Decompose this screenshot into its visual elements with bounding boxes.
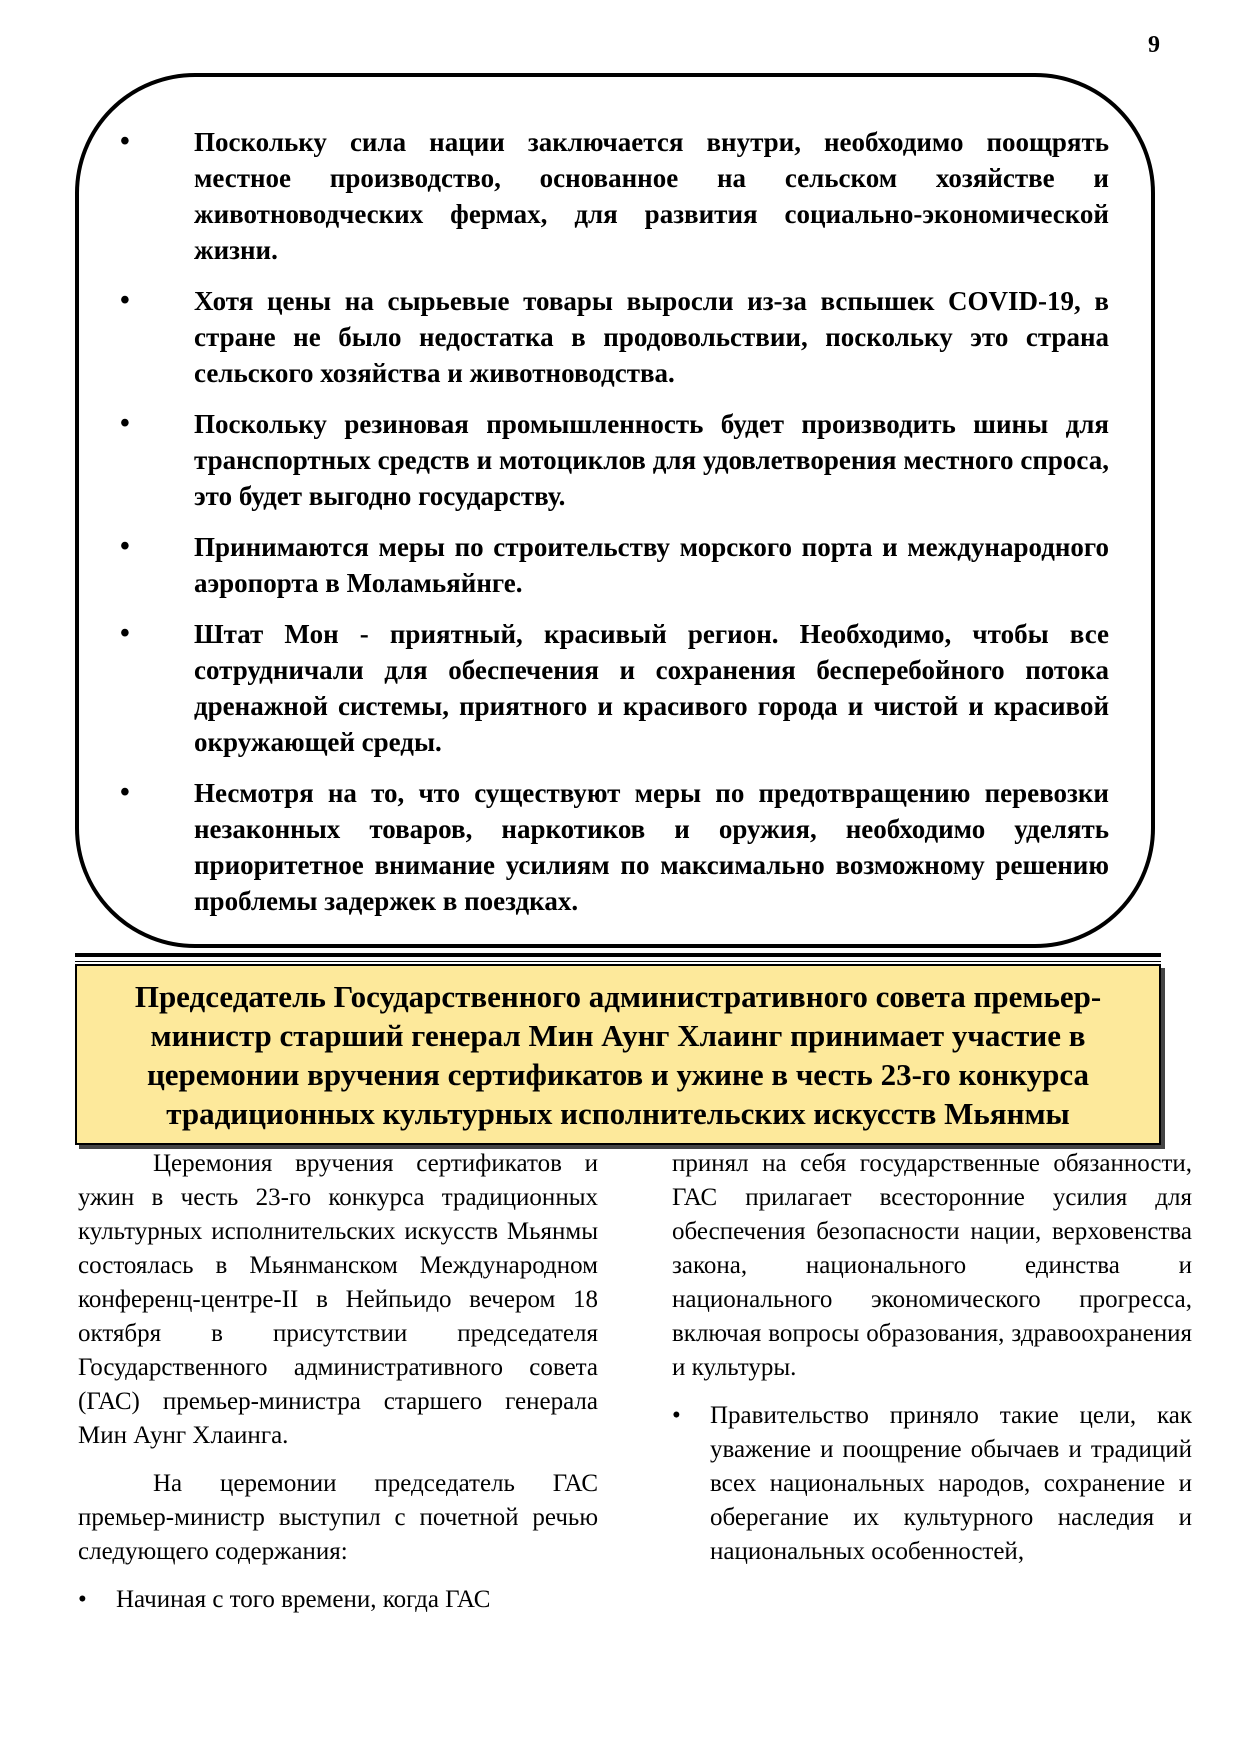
highlight-item: • Штат Мон - приятный, красивый регион. Необходимо, чтобы все сотрудничали для обеспечения и сохранения бесперебойного потока дренажной системы, приятного и красивого города и чистой и красивой окружающей среды. bbox=[114, 616, 1109, 760]
highlights-list bbox=[114, 124, 1109, 934]
speech-point: • Начиная с того времени, когда ГАС bbox=[78, 1583, 598, 1617]
article-paragraph: Церемония вручения сертификатов и ужин в честь 23-го конкурса традиционных культурных исполнительских искусств Мьянмы состоялась в Мьянманском Международном конференц-центре-II в Нейпьидо вечером 18 октября в присутствии председателя Государственного административного совета (ГАС) премьер-министра старшего генерала Мин Аунг Хлаинга. bbox=[78, 1150, 598, 1449]
speech-point-continued: принял на себя государственные обязанности, ГАС прилагает всесторонние усилия для обеспечения безопасности нации, верховенства закона, национального единства и национального экономического прогресса, включая вопросы образования, здравоохранения и культуры. bbox=[672, 1150, 1192, 1381]
page-number: 9 bbox=[1148, 32, 1160, 58]
speech-point: • Правительство приняло такие цели, как уважение и поощрение обычаев и традиций всех национальных народов, сохранение и оберегание их культурного наследия и национальных особенностей, bbox=[672, 1399, 1192, 1569]
highlight-item: • Поскольку сила нации заключается внутри, необходимо поощрять местное производство, основанное на сельском хозяйстве и животноводческих фермах, для развития социально-экономической жизни. bbox=[114, 124, 1109, 268]
article-paragraph: На церемонии председатель ГАС премьер-министр выступил с почетной речью следующего содержания: bbox=[78, 1470, 598, 1565]
highlight-item: • Несмотря на то, что существуют меры по предотвращению перевозки незаконных товаров, наркотиков и оружия, необходимо уделять приоритетное внимание усилиям по максимально возможному решению проблемы задержек в поездках. bbox=[114, 775, 1109, 919]
highlight-item: • Хотя цены на сырьевые товары выросли из-за вспышек COVID-19, в стране не было недостатка в продовольствии, поскольку это страна сельского хозяйства и животноводства. bbox=[114, 283, 1109, 391]
article-column-right bbox=[672, 1147, 1192, 1583]
speech-points-list bbox=[672, 1399, 1192, 1569]
highlight-item: • Принимаются меры по строительству морского порта и международного аэропорта в Моламьяйнге. bbox=[114, 529, 1109, 601]
highlights-box bbox=[75, 73, 1155, 948]
section-divider bbox=[75, 953, 1161, 957]
article-headline-box bbox=[75, 964, 1161, 1145]
highlight-item: • Поскольку резиновая промышленность будет производить шины для транспортных средств и мотоциклов для удовлетворения местного спроса, это будет выгодно государству. bbox=[114, 406, 1109, 514]
speech-points-list bbox=[78, 1583, 598, 1617]
article-headline: Председатель Государственного административного совета премьер-министр старший генерал Мин Аунг Хлаинг принимает участие в церемонии вручения сертификатов и ужине в честь 23-го конкурса традиционных культурных исполнительских искусств Мьянмы bbox=[134, 978, 1102, 1131]
section-divider-thin bbox=[75, 961, 1161, 962]
article-column-left bbox=[78, 1147, 598, 1631]
